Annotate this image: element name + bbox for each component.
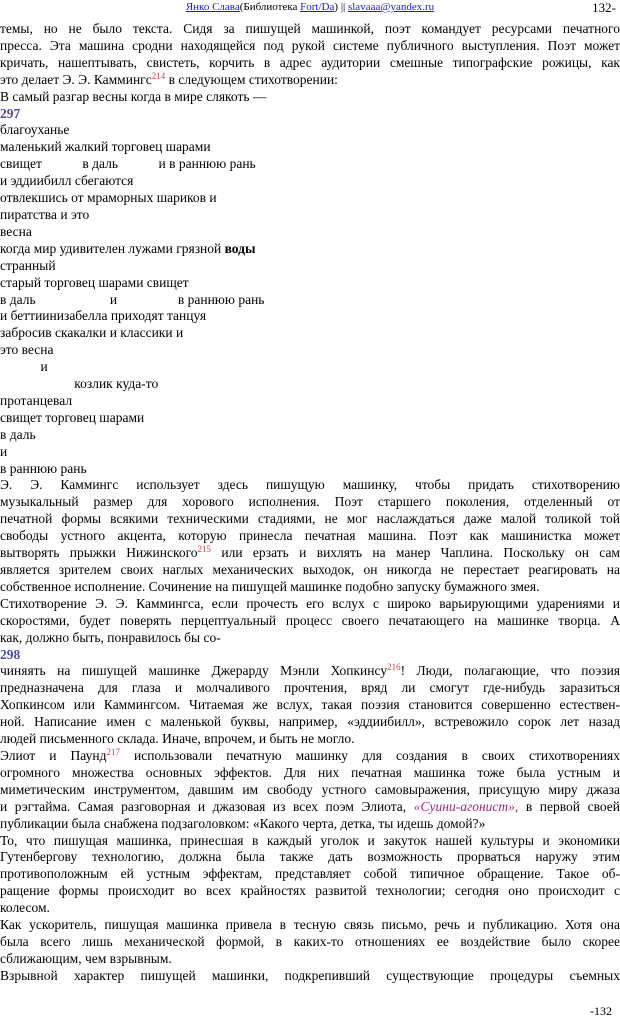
footnote-ref-216[interactable]: 216: [387, 662, 401, 673]
poem-line: свищет торговец шарами: [0, 409, 145, 425]
text-line: Э. Э. Каммингс использует здесь пишущую машинку, чтобы придать стихотворению: [0, 477, 620, 493]
poem-line: в даль: [0, 426, 36, 442]
poem-line: благоуханье: [0, 122, 70, 138]
text-line: колесом.: [0, 900, 50, 916]
document-body: [0, 21, 620, 985]
text-line: как, должно быть, понравилось бы со-: [0, 629, 221, 645]
library-close: ): [334, 1, 339, 13]
text-line: Как ускоритель, пишущая машинка привела в тесную связь письмо, речь и публикацию. Хотя она: [0, 917, 620, 933]
poem-line: странный: [0, 257, 56, 273]
text-line: сближающим, чем взрывным.: [0, 950, 172, 966]
text-line: это делает Э. Э. Каммингс$^{214}$ в следующем стихотворении:: [0, 70, 338, 87]
poem-line: отвлекшись от мраморных шариков и: [0, 190, 217, 206]
page-number-bottom: -132: [590, 1004, 612, 1018]
text-line: и рэгтайма. Самая разговорная и джазовая из всех поэм Элиота, «Суини-агонист», в первой своей: [0, 798, 620, 814]
poem-line: и беттиинизабелла приходят танцуя: [0, 308, 207, 324]
poem-line: весна: [0, 223, 32, 239]
text-line: темы, но не было текста. Сидя за пишущей машинкой, поэт командует ресурсами печатного: [0, 21, 620, 36]
page-marker-297: 297: [0, 105, 21, 121]
text-line: В самый разгар весны когда в мире слякоть —: [0, 88, 267, 104]
text-line: кричать, нашептывать, свистеть, корчить в адрес аудитории смешные типографские рожицы, как: [0, 54, 620, 70]
text-line: музыкальный размер для хорового исполнения. Поэт старшего поколения, отделенный от: [0, 494, 620, 510]
text-line: чиняять на пишущей машинке Джерарду Мэнли Хопкинсу$^{216}$! Люди, полагающие, что поэзия: [0, 662, 620, 679]
page-header: [0, 0, 620, 16]
text-line: скоростями, будет поверять перцептуальный процесс своего печатающего на машинке творца. А: [0, 612, 620, 628]
library-link[interactable]: Fort/Da: [300, 1, 335, 13]
text-line: То, что пишущая машинка, принесшая в каждый уголок и закуток нашей культуры и экономики: [0, 832, 620, 848]
text-line: собственное исполнение. Сочинение на пишущей машинке подобно запуску бумажного змея.: [0, 578, 540, 594]
poem-line: забросив скакалки и классики и: [0, 325, 184, 341]
poem-line: в даль и в раннюю рань: [0, 291, 265, 307]
text-line: пресса. Эта машина сродни находящейся под рукой системе публичного выступления. Поэт может: [0, 37, 620, 53]
footnote-ref-215[interactable]: 215: [197, 544, 212, 555]
poem-line: старый торговец шарами свищет: [0, 274, 189, 290]
poem-line: и эддиибилл сбегаются: [0, 173, 134, 189]
poem-line: свищет в даль и в раннюю рань: [0, 156, 256, 172]
text-line: противоположным ей устным эффектам, представляет собой типичное обращение. Такое об-: [0, 866, 620, 882]
text-line: Стихотворение Э. Э. Каммингса, если прочесть его вслух с широко варьирующими ударениями и: [0, 595, 620, 611]
text-line: является зрителем своих наглых механических выходок, он никогда не перестает реагировать на: [0, 562, 620, 577]
page-number-top: 132-: [592, 0, 616, 15]
text-line: Хопкинсом или Каммингсом. Читаемая же вслух, такая поэзия становится совершенно естествен-: [0, 697, 620, 713]
poem-line: и: [0, 359, 48, 375]
poem-line: протанцевал: [0, 392, 73, 408]
header-separator: ||: [338, 1, 348, 13]
poem-line: и: [0, 443, 8, 459]
text-line: свободы устного акцента, которую принесла печатная машина. Поэт как машинистка может: [0, 528, 620, 544]
poem-line: это весна: [0, 342, 54, 358]
footnote-ref-217[interactable]: 217: [106, 746, 120, 757]
text-line: предназначена для глаза и молчаливого прочтения, вряд ли смогут где-нибудь заразиться: [0, 680, 620, 696]
poem-line: козлик куда-то: [0, 376, 159, 392]
poem-line: в раннюю рань: [0, 460, 87, 476]
text-line: вытворять прыжки Нижинского$^{215}$ или ерзать и вихлять на манер Чаплина. Поскольку он сам: [0, 544, 620, 561]
text-line: людей письменного склада. Иначе, впрочем, и быть не могло.: [0, 731, 355, 747]
poem-line: когда мир удивителен лужами грязной воды: [0, 240, 256, 256]
author-link[interactable]: Янко Слава: [185, 1, 240, 13]
footnote-ref-214[interactable]: 214: [151, 70, 166, 81]
text-line: Взрывной характер пишущей машинки, подкрепивший существующие процедуры съемных: [0, 967, 620, 983]
email-link[interactable]: slavaaa@yandex.ru: [347, 1, 435, 13]
text-line: Элиот и Паунд$^{217}$ использовали печатную машинку для создания в своих стихотворениях: [0, 746, 620, 763]
text-line: Гутенбергову технологию, должна была также дать возможность прорваться наружу этим: [0, 849, 620, 865]
poem-line: маленький жалкий торговец шарами: [0, 139, 211, 155]
page-marker-298: 298: [0, 646, 21, 662]
text-line: миметическим инструментом, давшим им свободу устного самовыражения, присущую миру джаза: [0, 781, 620, 797]
poem-line: пиратства и это: [0, 206, 90, 222]
text-line: огромного множества основных эффектов. Для них печатная машинка тоже была устным и: [0, 764, 620, 780]
text-line: печатной формы всякими техническими стадиями, не мог наслаждаться даже малой толикой той: [0, 511, 620, 527]
text-line: была всего лишь механической формой, в каких-то отношениях ее воздействие было скорее: [0, 933, 620, 949]
text-line: публикации была снабжена подзаголовком: «Какого черта, детка, ты идешь домой?»: [0, 815, 486, 831]
text-line: ращение формы происходит во всех крайностях развитой технологии; сегодня оно происходит с: [0, 883, 620, 899]
library-open: (Библиотека: [239, 1, 301, 13]
poem-title-sweeney: «Суини-агонист»,: [413, 798, 519, 814]
text-line: ной. Написание имен с маленькой буквы, например, «эддиибилл», встревожило сорок лет назад: [0, 714, 620, 730]
